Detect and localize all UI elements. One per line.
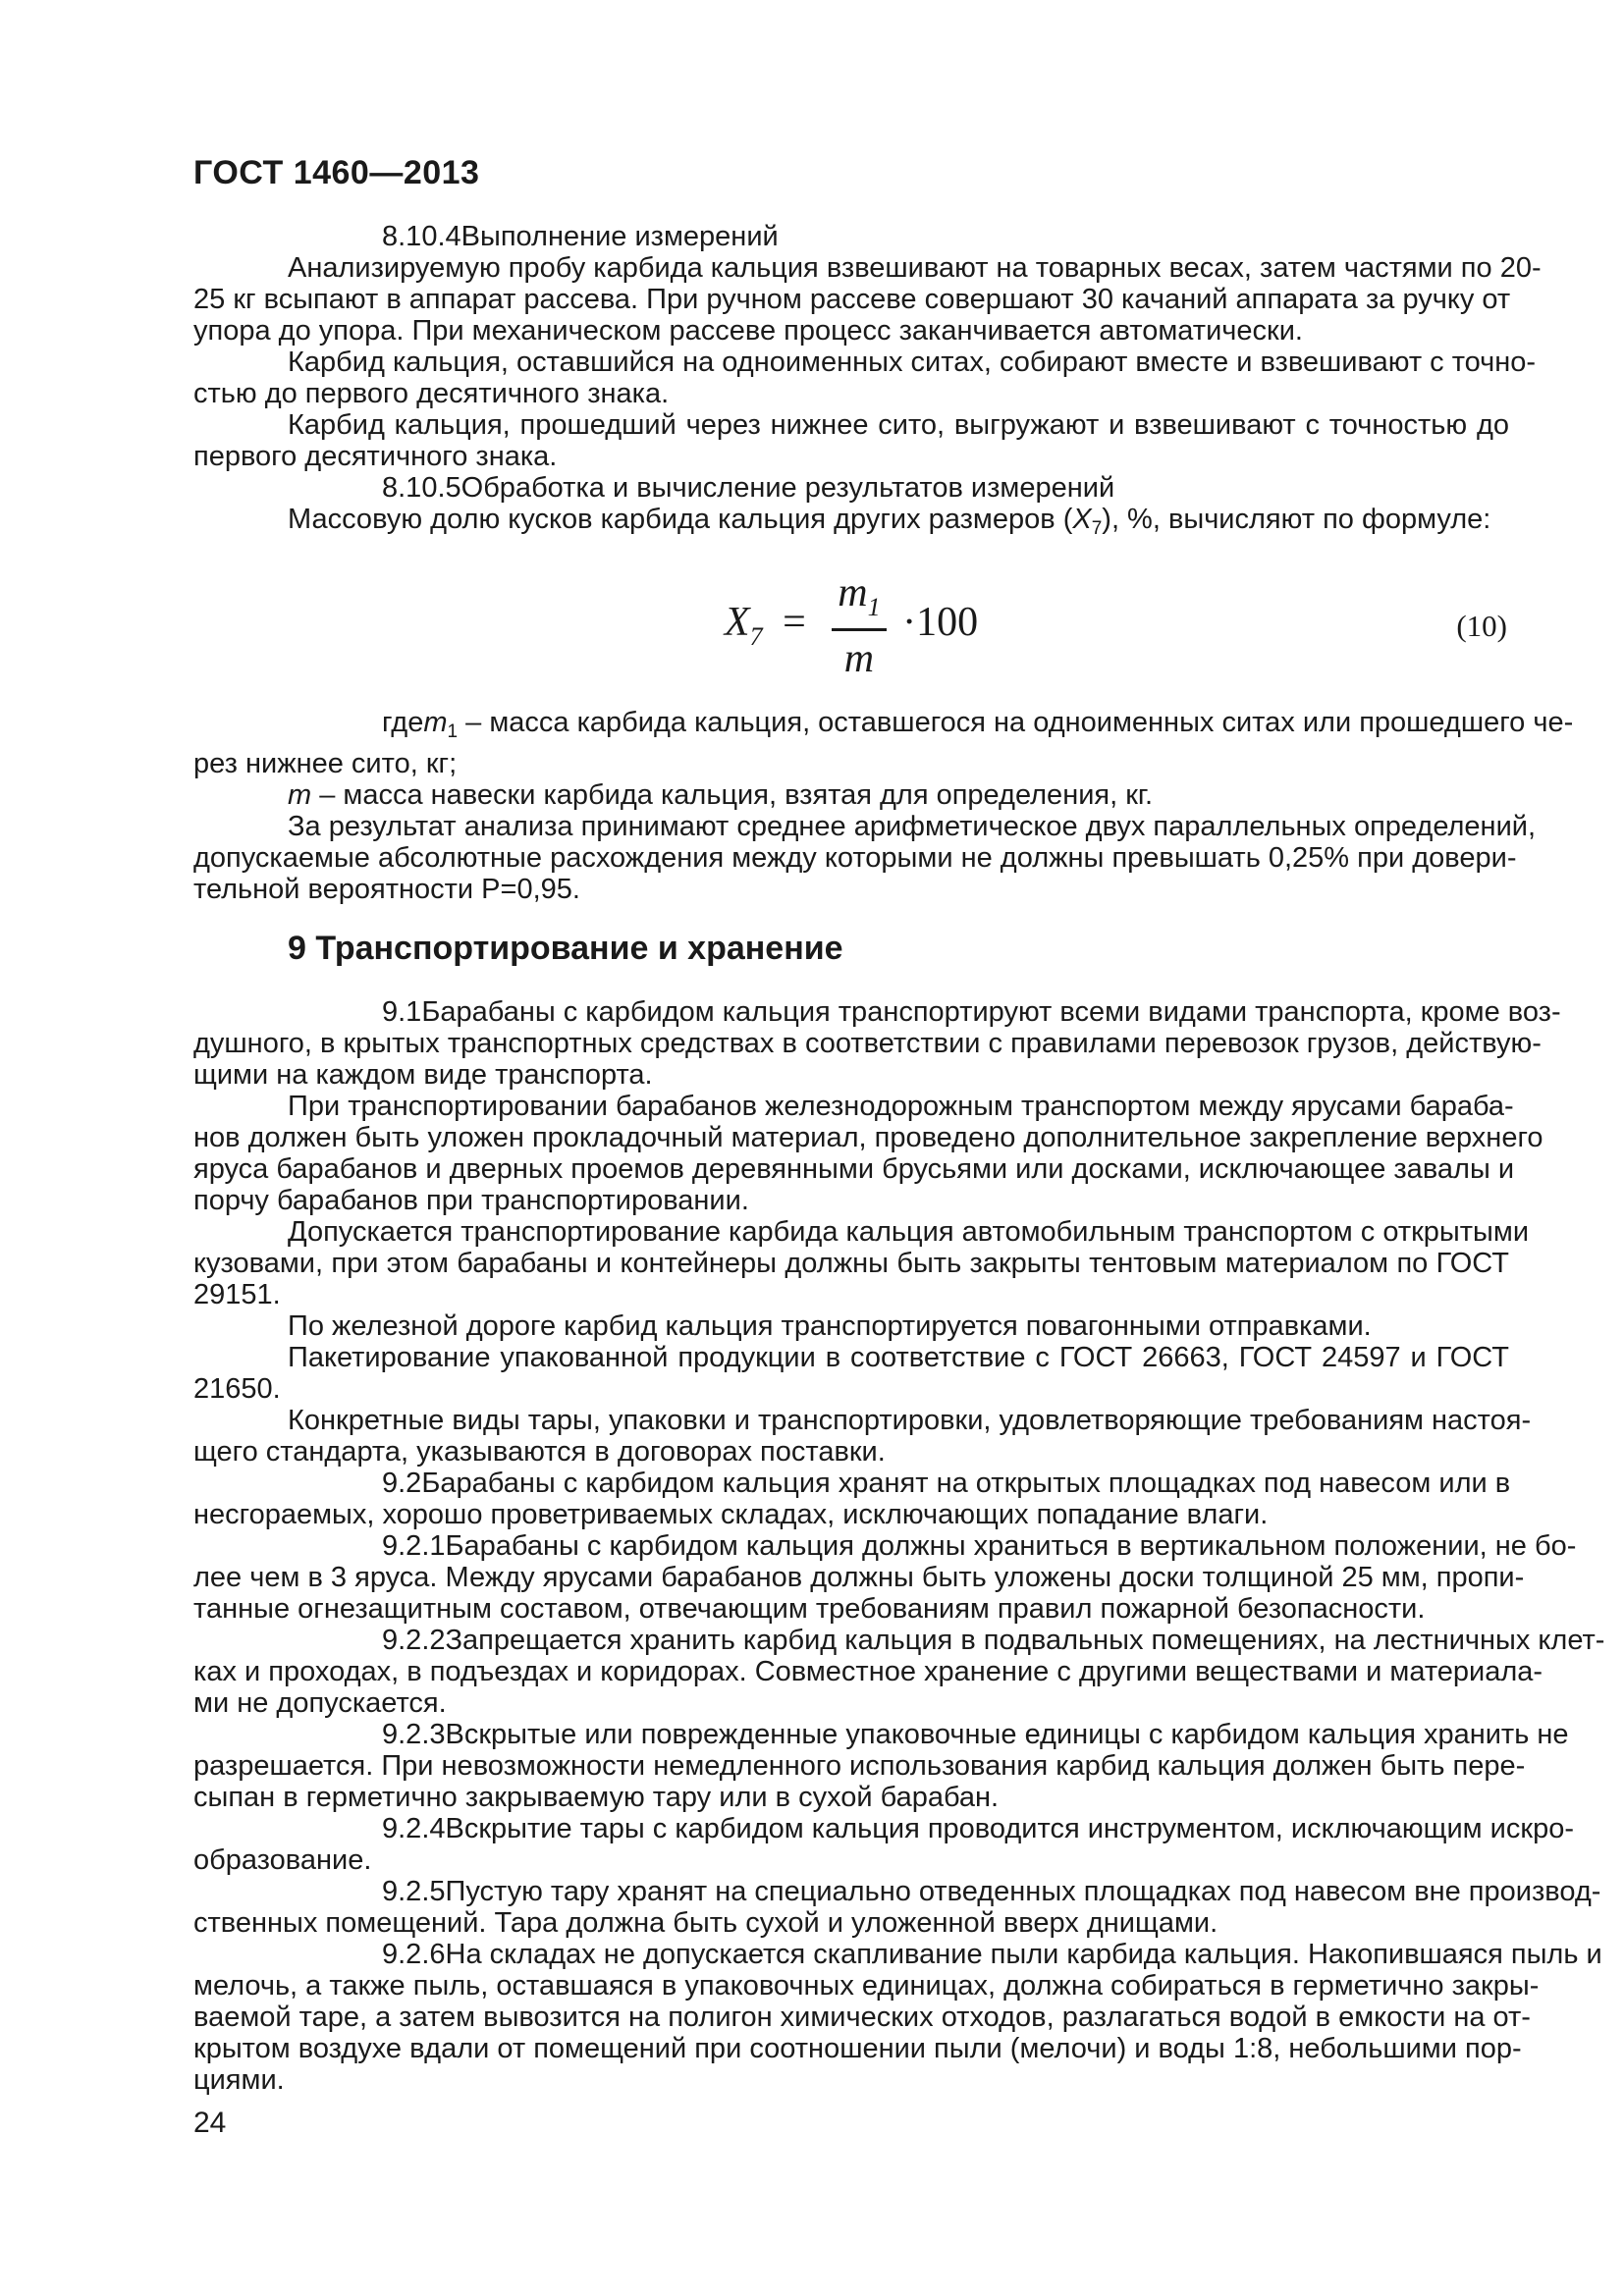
paragraph [193,1468,1509,1530]
text-line: образование. [193,1844,372,1876]
text-line: Конкретные виды тары, упаковки и транспортировки, удовлетворяющие требованиям настоя- [288,1405,1532,1436]
subscript: 7 [1091,518,1103,539]
paragraph [193,1091,1543,1216]
text-line: ми не допускается. [193,1687,447,1719]
paragraph [193,1939,1602,2096]
text-line: 9.2.5Пустую тару хранят на специально отведенных площадках под навесом вне производ- [193,1876,1509,1907]
clause-number: 9.2.4 [382,1813,446,1844]
clause-number: где [382,707,424,738]
numerator-subscript: 1 [867,593,881,621]
text-line: Карбид кальция, оставшийся на одноименных ситах, собирают вместе и взвешивают с точно- [288,347,1537,378]
text-line: крытом воздухе вдали от помещений при соотношении пыли (мелочи) и воды 1:8, небольшими пор- [193,2033,1522,2064]
subsection-title [193,472,1509,504]
equals-sign: = [783,600,806,646]
text-line: За результат анализа принимают среднее арифметическое двух параллельных определений, [288,811,1537,842]
text-line: допускаемые абсолютные расхождения между которыми не должны превышать 0,25% при довери- [193,842,1517,874]
text-line: 9.2.1Барабаны с карбидом кальция должны храниться в вертикальном положении, не бо- [193,1530,1509,1562]
clause-number: 9.2.1 [382,1530,446,1562]
text-line: Допускается транспортирование карбида кальция автомобильным транспортом с открытыми [288,1216,1530,1248]
content-top [193,221,1542,545]
paragraph [193,504,1509,545]
clause-number: 8.10.5 [382,472,461,504]
text-line: сыпан в герметично закрываемую тару или в сухой барабан. [193,1782,1000,1813]
content-bottom [193,707,1605,2096]
text-line: циями. [193,2064,285,2096]
paragraph [193,409,1509,472]
text-line: гдеm$_1$ – масса карбида кальция, оставшегося на одноименных ситах или прошедшего че- [193,707,1509,748]
formula-lhs-variable: X [724,600,750,646]
text-line: стью до первого десятичного знака. [193,378,670,409]
text-line: танные огнезащитным составом, отвечающим требованиям правил пожарной безопасности. [193,1593,1426,1625]
text-line: 21650. [193,1373,281,1405]
subsection-title-text: Обработка и вычисление результатов измерений [460,472,1115,504]
fraction-numerator [832,569,886,631]
paragraph [193,1405,1532,1468]
math-variable: X [1072,504,1092,535]
formula-multiplier: ·100 [902,600,979,646]
text-line: порчу барабанов при транспортировании. [193,1185,749,1216]
text-line: упора до упора. При механическом рассеве процесс заканчивается автоматически. [193,315,1303,347]
paragraph [193,707,1574,779]
text-line: Карбид кальция, прошедший через нижнее сито, выгружают и взвешивают с точностью до [288,409,1509,441]
formula-number: (10) [1456,608,1507,643]
formula-lhs-subscript: 7 [749,622,763,652]
clause-number: 9.2.5 [382,1876,446,1907]
text-line: кузовами, при этом барабаны и контейнеры должны быть закрыты тентовым материалом по ГОСТ [193,1248,1509,1279]
paragraph [193,1216,1530,1310]
text-line: ках и проходах, в подъездах и коридорах. Совместное хранение с другими веществами и материала- [193,1656,1543,1687]
doc-header-standard-ref: ГОСТ 1460—2013 [193,154,480,191]
text-line: 9.2.3Вскрытые или поврежденные упаковочные единицы с карбидом кальция хранить не [193,1719,1509,1750]
text-line: 9.2.4Вскрытие тары с карбидом кальция проводится инструментом, исключающим искро- [193,1813,1509,1844]
text-line: 9.2.6На складах не допускается скапливание пыли карбида кальция. Накопившаяся пыль и [193,1939,1509,1970]
text-line: ваемой таре, а затем вывозится на полигон химических отходов, разлагаться водой в емкости на от- [193,2002,1531,2033]
text-line: 25 кг всыпают в аппарат рассева. При ручном рассеве совершают 30 качаний аппарата за ручку от [193,284,1511,315]
formula-x7 [725,569,978,682]
text-line: тельной вероятности Р=0,95. [193,874,580,905]
subsection-title [193,221,1509,252]
text-line: щего стандарта, указываются в договорах поставки. [193,1436,886,1468]
paragraph [193,1876,1601,1939]
fraction-denominator: m [843,636,875,681]
paragraph [193,1625,1605,1719]
section-heading: 9 Транспортирование и хранение [288,930,843,967]
clause-number: 9.1 [382,996,422,1028]
text-line: первого десятичного знака. [193,441,558,472]
text-line: Анализируемую пробу карбида кальция взвешивают на товарных весах, затем частями по 20- [288,252,1542,284]
text-line: 9.2Барабаны с карбидом кальция хранят на открытых площадках под навесом или в [193,1468,1509,1499]
text-line: лее чем в 3 яруса. Между ярусами барабанов должны быть уложены доски толщиной 25 мм, пропи- [193,1562,1525,1593]
paragraph [193,1342,1509,1405]
text-line: щими на каждом виде транспорта. [193,1059,653,1091]
text-line: Пакетирование упакованной продукции в соответствие с ГОСТ 26663, ГОСТ 24597 и ГОСТ [288,1342,1509,1373]
paragraph [193,347,1537,409]
text-line: m – масса навески карбида кальция, взятая для определения, кг. [288,779,1154,811]
formula-row [193,545,1509,707]
page-number: 24 [193,2107,227,2139]
paragraph [193,1719,1569,1813]
text-line: 9.1Барабаны с карбидом кальция транспортируют всеми видами транспорта, кроме воз- [193,996,1509,1028]
text-line: При транспортировании барабанов железнодорожным транспортом между ярусами бараба- [288,1091,1514,1122]
text-line: По железной дороге карбид кальция транспортируется повагонными отправками. [288,1310,1372,1342]
text-line: яруса барабанов и дверных проемов деревянными брусьями или досками, исключающее завалы и [193,1153,1515,1185]
text-line: несгораемых, хорошо проветриваемых складах, исключающих попадание влаги. [193,1499,1269,1530]
math-variable: m [423,707,448,738]
clause-number: 9.2.3 [382,1719,446,1750]
text-line: Массовую долю кусков карбида кальция других размеров $(X_7)$, %, вычисляют по формуле: [288,504,1491,539]
fraction [832,569,886,682]
paragraph [193,252,1542,347]
text-line: разрешается. При невозможности немедленного использования карбид кальция должен быть пере- [193,1750,1526,1782]
numerator-variable: m [838,570,868,615]
clause-number: 8.10.4 [382,221,461,252]
text-line: 9.2.2Запрещается хранить карбид кальция в подвальных помещениях, на лестничных клет- [193,1625,1509,1656]
paragraph [193,1530,1577,1625]
text-line: мелочь, а также пыль, оставшаяся в упаковочных единицах, должна собираться в герметично закры- [193,1970,1540,2002]
text-line: ственных помещений. Тара должна быть сухой и уложенной вверх днищами. [193,1907,1218,1939]
subscript: 1 [447,721,459,742]
text-line: душного, в крытых транспортных средствах в соответствии с правилами перевозок грузов, действую- [193,1028,1542,1059]
text-line: рез нижнее сито, кг; [193,748,458,779]
subsection-title-text: Выполнение измерений [460,221,779,252]
clause-number: 9.2.2 [382,1625,446,1656]
paragraph [193,779,1509,811]
text-line: нов должен быть уложен прокладочный материал, проведено дополнительное закрепление верхнего [193,1122,1543,1153]
clause-number: 9.2 [382,1468,422,1499]
paragraph [193,1310,1509,1342]
paragraph [193,811,1537,905]
content-column [193,154,1605,2096]
paragraph [193,1813,1574,1876]
math-variable: m [288,779,312,811]
text-line: 29151. [193,1279,281,1310]
paragraph [193,996,1561,1091]
clause-number: 9.2.6 [382,1939,446,1970]
